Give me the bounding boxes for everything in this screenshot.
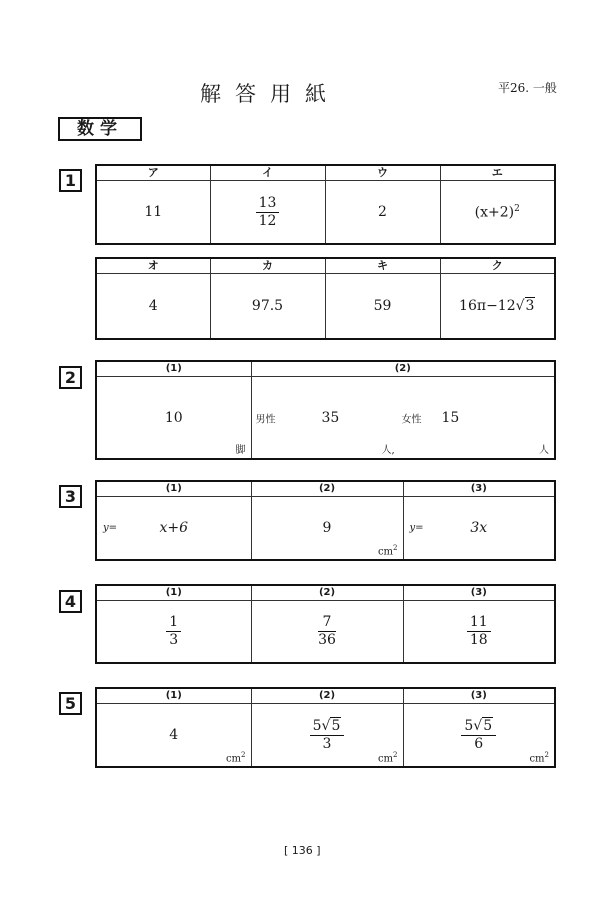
sqrt-symbol: √ — [515, 298, 525, 314]
answer-q2-1-value: 10 — [164, 409, 183, 426]
answer-q3-1 — [96, 497, 251, 561]
answer-a — [96, 181, 210, 245]
unit-text: cm — [225, 753, 242, 764]
unit-exponent: 2 — [241, 750, 246, 759]
answer-ku-prefix: 16π−12 — [459, 298, 516, 314]
answer-q5-2-coefficient: 5 — [312, 717, 322, 734]
answer-q3-1-value: x+6 — [159, 520, 189, 536]
female-value: 15 — [441, 409, 460, 426]
unit-text: cm — [377, 753, 394, 764]
q4-table — [95, 584, 556, 664]
answer-q5-2 — [251, 704, 403, 768]
answer-q2-1-unit: 脚 — [235, 445, 246, 456]
male-unit: 人, — [381, 445, 395, 456]
header-e: エ — [440, 165, 555, 181]
header-q4-2: (2) — [251, 585, 403, 601]
exam-label: 平26. 一般 — [498, 81, 557, 95]
answer-q5-2-numerator — [310, 719, 345, 736]
header-q4-3: (3) — [403, 585, 555, 601]
answer-q4-1-numerator: 1 — [166, 615, 181, 632]
question-number-1: 1 — [59, 169, 82, 192]
header-q4-1: (1) — [96, 585, 251, 601]
answer-q3-3 — [403, 497, 555, 561]
answer-q5-1 — [96, 704, 251, 768]
answer-q5-3-radicand: 5 — [483, 717, 493, 734]
header-q3-1: (1) — [96, 481, 251, 497]
answer-q3-3-label: y= — [409, 522, 424, 534]
subject-label: 数学 — [58, 117, 142, 141]
answer-q5-2-unit — [378, 751, 398, 764]
unit-exponent: 2 — [393, 750, 398, 759]
answer-q4-2-fraction — [318, 615, 336, 648]
answer-e-exponent: 2 — [514, 203, 520, 214]
answer-o — [96, 274, 210, 340]
answer-ku — [440, 274, 555, 340]
sqrt-symbol: √ — [473, 717, 483, 734]
answer-q4-2 — [251, 601, 403, 664]
question-number-3: 3 — [59, 485, 82, 508]
header-q5-2: (2) — [251, 688, 403, 704]
answer-q5-3-coefficient: 5 — [464, 717, 474, 734]
answer-q4-1-fraction — [166, 615, 181, 648]
header-q2-2: (2) — [251, 361, 555, 377]
answer-u — [325, 181, 440, 245]
answer-q4-1 — [96, 601, 251, 664]
question-number-5: 5 — [59, 692, 82, 715]
answer-q4-2-denominator: 36 — [318, 632, 336, 648]
header-u: ウ — [325, 165, 440, 181]
answer-q5-3-denominator: 6 — [474, 735, 484, 752]
answer-ku-radicand: 3 — [525, 298, 535, 314]
page-title: 解答用紙 — [200, 82, 340, 106]
header-ku: ク — [440, 258, 555, 274]
q2-table — [95, 360, 556, 460]
answer-ka — [210, 274, 325, 340]
q5-table — [95, 687, 556, 768]
answer-q5-1-unit — [226, 751, 246, 764]
page-number: [ 136 ] — [284, 844, 321, 857]
answer-q4-3-denominator: 18 — [469, 632, 488, 648]
answer-i-fraction — [256, 196, 280, 229]
answer-q5-1-value: 4 — [169, 727, 179, 743]
female-label: 女性 — [401, 414, 422, 425]
header-q5-3: (3) — [403, 688, 555, 704]
answer-ki-value: 59 — [373, 298, 392, 314]
q1-table-row1 — [95, 164, 556, 245]
answer-q5-3-fraction — [461, 719, 496, 752]
male-value: 35 — [321, 409, 340, 426]
unit-text: cm — [377, 546, 394, 557]
answer-q4-1-denominator: 3 — [169, 632, 179, 648]
answer-q5-2-denominator: 3 — [322, 735, 332, 752]
unit-exponent: 2 — [544, 750, 549, 759]
answer-q4-2-numerator: 7 — [318, 615, 336, 632]
answer-q5-3-unit — [529, 751, 549, 764]
header-i: イ — [210, 165, 325, 181]
answer-o-value: 4 — [148, 298, 158, 314]
answer-q4-3 — [403, 601, 555, 664]
answer-q3-3-value: 3x — [470, 520, 488, 536]
header-q3-3: (3) — [403, 481, 555, 497]
answer-e-base: (x+2) — [474, 204, 515, 221]
answer-q4-3-numerator: 11 — [467, 615, 491, 632]
female-unit: 人 — [539, 445, 549, 456]
answer-ki — [325, 274, 440, 340]
answer-q3-2 — [251, 497, 403, 561]
answer-q5-3-numerator — [461, 719, 496, 736]
answer-i — [210, 181, 325, 245]
answer-q5-2-fraction — [310, 719, 345, 752]
answer-u-value: 2 — [378, 204, 387, 220]
header-q3-2: (2) — [251, 481, 403, 497]
male-label: 男性 — [255, 414, 276, 425]
answer-i-numerator: 13 — [256, 196, 280, 213]
answer-q3-2-value: 9 — [322, 520, 332, 536]
answer-q5-2-radicand: 5 — [331, 717, 341, 734]
answer-a-value: 11 — [144, 204, 163, 220]
answer-q4-3-fraction — [467, 615, 491, 648]
unit-text: cm — [529, 753, 545, 764]
q3-table — [95, 480, 556, 561]
answer-q2-1 — [96, 377, 251, 460]
answer-q5-3 — [403, 704, 555, 768]
header-ki: キ — [325, 258, 440, 274]
header-o: オ — [96, 258, 210, 274]
question-number-4: 4 — [59, 590, 82, 613]
answer-q3-1-label: y= — [103, 522, 118, 534]
answer-e — [440, 181, 555, 245]
answer-i-denominator: 12 — [258, 212, 277, 229]
answer-q2-2 — [251, 377, 555, 460]
header-a: ア — [96, 165, 210, 181]
q1-table-row2 — [95, 257, 556, 340]
sqrt-symbol: √ — [321, 717, 331, 734]
header-ka: カ — [210, 258, 325, 274]
question-number-2: 2 — [59, 366, 82, 389]
answer-q3-2-unit — [378, 544, 398, 557]
header-q2-1: (1) — [96, 361, 251, 377]
unit-exponent: 2 — [393, 543, 398, 552]
answer-ka-value: 97.5 — [251, 298, 284, 314]
header-q5-1: (1) — [96, 688, 251, 704]
